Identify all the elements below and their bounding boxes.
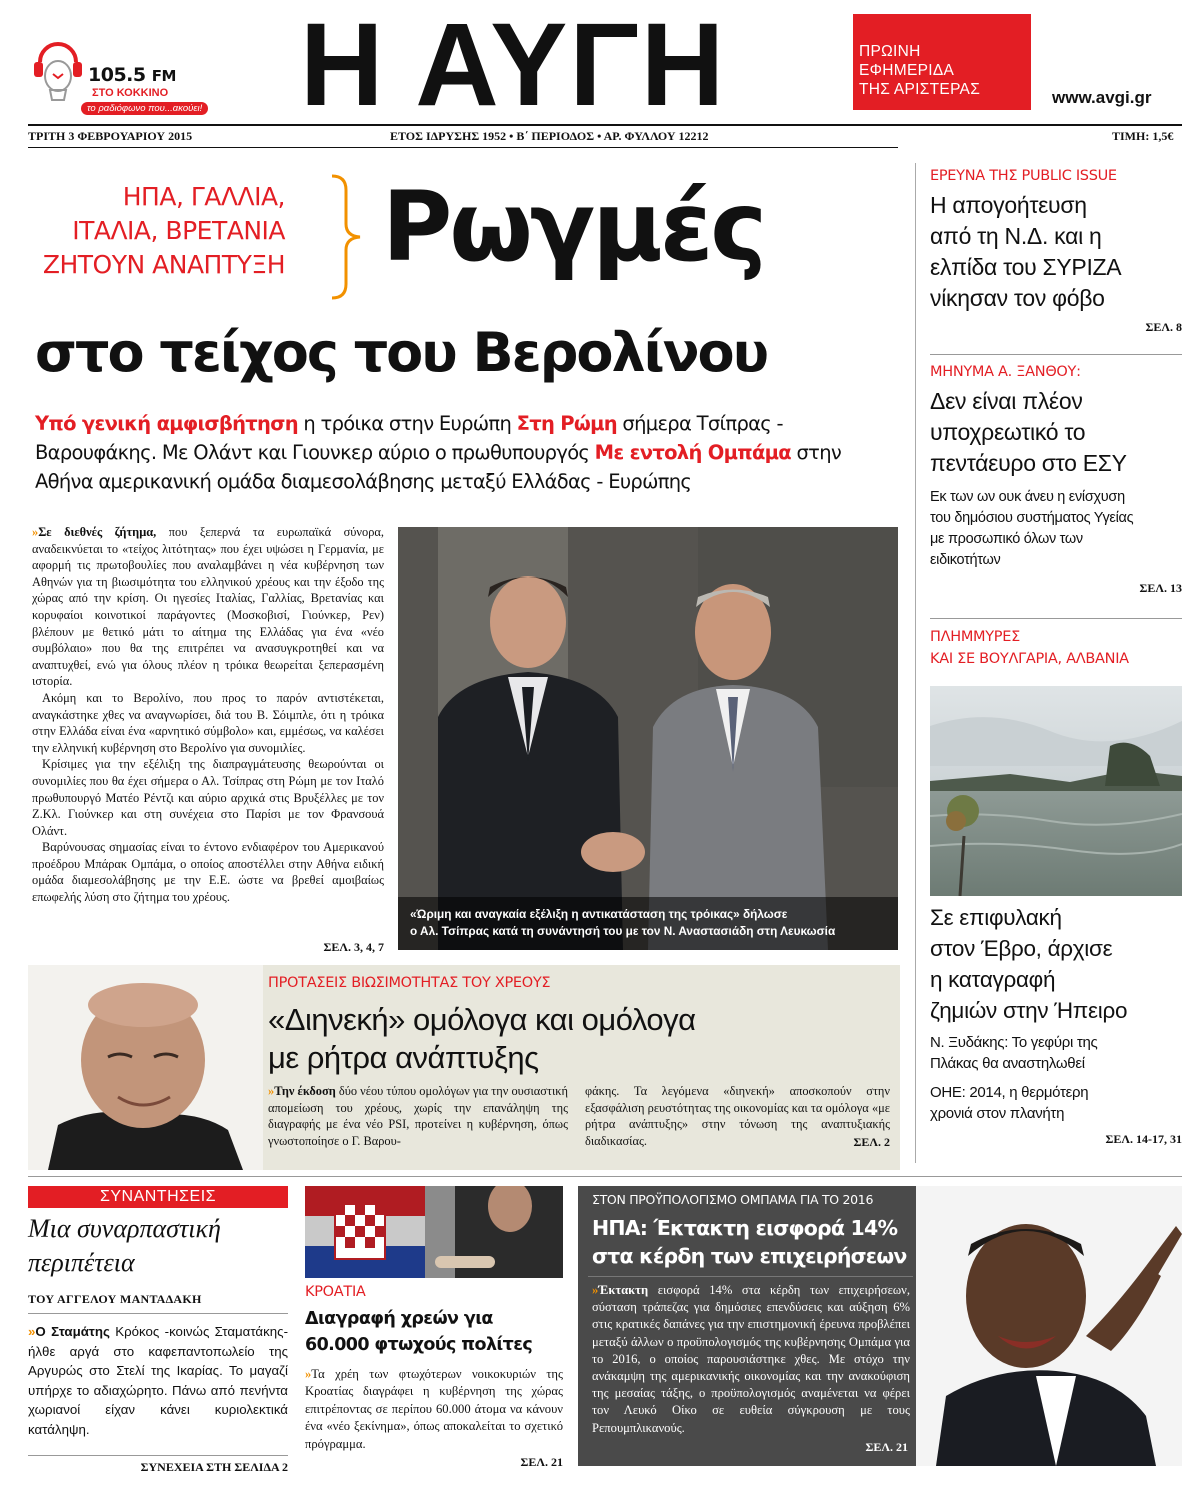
debt-body-col1 [268,1083,568,1149]
sidebar-headline [930,902,1182,1026]
deck-red: Υπό γενική αμφισβήτηση [35,412,298,435]
lead-deck [35,409,895,496]
lead-body-paragraph: που ξεπερνά τα ευρωπαϊκά σύνορα, αναδεικνύεται το «τείχος λιτότητας» που έχει υψώσει η Γερμανία, με αφορμή τις πρωτοβουλίες που αναλαμβάνει η νέα κυβέρνηση των Αθηνών για τη βιωσιμότητα του ελληνικού χρέους και την έξοδο της χώρας από την κρίση. Οι ηγεσίες Ιταλίας, Γαλλίας, Βρετανίας και κορυφαίοι κοινοτικοί παράγοντες (Μοσκοβισί, Γιούνκερ, Ρεν) βλέπουν με θετικό μάτι το αίτημα της Ελλάδας για ένα «νέο συμβόλαιο» που θα της επιτρέπει να ανασυγκροτηθεί και να αναπτυχθεί, ενώ για όλους πλέον η τρόικα θεωρείται ξεπερασμένη ιστορία. [32,525,385,689]
sidebar-story-floods[interactable] [930,626,1182,670]
headline-line: με ρήτρα ανάπτυξης [268,1040,539,1075]
radio-fm: FM [151,67,176,85]
tagline-line: ΠΡΩΙΝΗ [859,43,921,60]
issue-date: ΤΡΙΤΗ 3 ΦΕΒΡΟΥΑΡΙΟΥ 2015 [28,129,193,143]
meetings-continue[interactable]: ΣΥΝΕΧΕΙΑ ΣΤΗ ΣΕΛΙΔΑ 2 [140,1460,288,1474]
debt-lead: Την έκδοση [274,1084,336,1098]
meetings-headline [28,1212,288,1280]
obama-photo [916,1186,1182,1466]
sidebar-kicker [930,626,1182,670]
summary-line: ειδικοτήτων [930,552,1001,568]
lead-body [32,524,384,906]
headline-line: στον Έβρο, άρχισε [930,936,1113,961]
usa-text: εισφορά 14% στα κέρδη των επιχειρήσεων, σύσταση τράπεζας για δημόσιες επενδύσεις και αύξηση 6% στις κρατικές δαπάνες για την επιστημονική έρευνα προβλέπει μεταξύ άλλων ο προϋπολογισμός της κυβέρνησης Ομπάμα για το 2016, ο οποίος παρουσιάστηκε χθες. Με στόχο την ανάκαμψη της αμερικανικής οικονομίας και την ανακούφιση της μεσαίας τάξης, ο προϋπολογισμός αναμένεται να φέρει τον Λευκό Οίκο σε ευθεία σύγκρουση με τους Ρεπουμπλικανούς. [592,1283,910,1435]
lead-kicker-line: ΖΗΤΟΥΝ ΑΝΑΠΤΥΞΗ [42,250,285,279]
deck-text: σήμερα Τσίπρας - Βαρουφάκης. Με Ολάντ και Γιουνκερ αύριο ο πρωθυπουργός [35,412,783,464]
headline-line: νίκησαν τον φόβο [930,285,1105,311]
lead-body-lead: Σε διεθνές ζήτημα, [38,525,157,539]
croatia-kicker: ΚΡΟΑΤΙΑ [305,1284,366,1300]
kicker-line: ΠΛΗΜΜΥΡΕΣ [930,629,1020,645]
masthead-rule-bottom [28,147,898,148]
usa-page-ref: ΣΕΛ. 21 [865,1440,908,1454]
flood-photo [930,686,1182,896]
portrait-illustration [916,1186,1182,1466]
sidebar-headline [930,386,1182,479]
caption-line: «Ώριμη και αναγκαία εξέλιξη η αντικατάσταση της τρόικας» δήλωσε [410,907,788,921]
caption-line: ο Αλ. Τσίπρας κατά τη συνάντησή του με τον Ν. Αναστασιάδη στη Λευκωσία [410,924,836,938]
deck-red: Με εντολή Ομπάμα [594,441,792,464]
chevron-double-icon: » [28,1324,36,1339]
meetings-body [28,1322,288,1439]
radio-slogan: το ραδιόφωνο που...ακούει! [81,102,208,115]
headline-line: «Διηνεκή» ομόλογα και ομόλογα [268,1002,696,1037]
radio-frequency: 105.5 [88,64,146,86]
croatia-headline [305,1306,563,1358]
chevron-double-icon: » [268,1084,275,1098]
bottom-rule [28,1176,1182,1177]
meetings-text: Κρόκος -κοινώς Σταματάκης- ήλθε αργά στο καφεπαντοπωλείο της Αργυρώς στο Στελί της Ικαρίας. Το μαγαζί υπήρχε το αδιαχώρητο. Πάνω από πενήντα χωριανοί είχαν κάνει κυριολεκτικά κατάληψη. [28,1324,288,1437]
radio-bulb-icon [28,40,88,120]
lead-body-paragraph: Βαρύνουσας σημασίας είναι το έντονο ενδιαφέρον του Αμερικανού προέδρου Μπάρακ Ομπάμα, ο οποίος αποστέλλει στην Αθήνα ειδική ομάδα διαμεσολάβησης με την Ε.Ε. ώστε να βρεθεί αμοιβαίως επωφελής λύση στο ζήτημα του χρέους. [32,840,384,905]
tagline-line: ΤΗΣ ΑΡΙΣΤΕΡΑΣ [859,81,981,98]
lead-photo-caption [410,906,835,940]
summary-line: χρονιά στον πλανήτη [930,1105,1065,1122]
usa-kicker: ΣΤΟΝ ΠΡΟΫΠΟΛΟΓΙΣΜΟ ΟΜΠΑΜΑ ΓΙΑ ΤΟ 2016 [592,1192,874,1207]
headline-line: Σε επιφυλακή [930,905,1062,930]
sidebar-page-ref: ΣΕΛ. 13 [1139,581,1182,595]
summary-line: του δημόσιου συστήματος Υγείας [930,510,1134,526]
sidebar-rule [930,618,1182,619]
headline-line: ΗΠΑ: Έκτακτη εισφορά 14% [592,1216,898,1240]
debt-page-ref: ΣΕΛ. 2 [853,1135,890,1149]
meetings-rule [28,1455,288,1456]
headline-line: Μια συναρπαστική [28,1214,221,1243]
summary-line: με προσωπικό όλων των [930,531,1083,547]
usa-headline [592,1214,907,1270]
masthead-rule [28,124,1182,126]
lead-page-ref: ΣΕΛ. 3, 4, 7 [323,940,384,954]
usa-story[interactable] [578,1186,1182,1466]
radio-name: ΣΤΟ ΚΟΚΚΙΝΟ [92,87,169,99]
sidebar-summary [930,487,1182,571]
chevron-double-icon: » [305,1367,312,1381]
tagline-line: ΕΦΗΜΕΡΙΔΑ [859,62,955,79]
sidebar-story-health[interactable] [930,364,1182,596]
chevron-double-icon: » [32,525,39,539]
debt-text: φάκης. Τα λεγόμενα «διηνεκή» αποσκοπούν στην εξασφάλιση ρευστότητας της οικονομίας και τα ομόλογα «με ρήτρα ανάπτυξης» στην τόνωση της αναπτυξιακής διαδικασίας. [585,1084,890,1148]
debt-headline [268,1001,696,1077]
lead-brace [326,172,366,302]
debt-story[interactable] [28,965,900,1170]
meetings-lead: Ο Σταμάτης [35,1324,110,1339]
lead-photo [398,527,898,950]
sidebar-story-floods-body[interactable] [930,902,1182,1147]
masthead-title: Η ΑΥΓΗ [300,0,727,131]
issue-price: ΤΙΜΗ: 1,5€ [1112,129,1174,143]
sidebar-kicker: ΕΡΕΥΝΑ ΤΗΣ PUBLIC ISSUE [930,168,1117,184]
headline-line: υποχρεωτικό το [930,419,1086,445]
sidebar-headline [930,190,1182,314]
sidebar-kicker: ΜΗΝΥΜΑ Α. ΞΑΝΘΟΥ: [930,364,1081,380]
headline-line: περιπέτεια [28,1248,135,1277]
lead-kicker-line: ΙΤΑΛΙΑ, ΒΡΕΤΑΝΙΑ [72,216,285,245]
croatia-body [305,1366,563,1453]
summary-line: Πλάκας θα αναστηλωθεί [930,1055,1085,1072]
deck-text: η τρόικα στην Ευρώπη [297,412,517,435]
portrait-illustration [28,965,263,1170]
lead-headline-sub: στο τείχος του Βερολίνου [35,321,768,384]
varoufakis-photo [28,965,263,1170]
usa-body-rule [588,1276,913,1277]
summary-line: ΟΗΕ: 2014, η θερμότερη [930,1084,1089,1101]
lead-kicker-line: ΗΠΑ, ΓΑΛΛΙΑ, [122,182,285,211]
headline-line: από τη Ν.Δ. και η [930,223,1102,249]
headline-line: ελπίδα του ΣΥΡΙΖΑ [930,254,1122,280]
sidebar-page-ref: ΣΕΛ. 8 [1145,320,1182,334]
handshake-photo-illustration [398,527,898,950]
radio-logo [28,40,243,120]
sidebar-rule [930,354,1182,355]
headline-line: ζημιών στην Ήπειρο [930,998,1128,1023]
meetings-byline: ΤΟΥ ΑΓΓΕΛΟΥ ΜΑΝΤΑΔΑΚΗ [28,1292,202,1306]
meetings-story[interactable] [28,1186,288,1475]
meetings-kicker: ΣΥΝΑΝΤΗΣΕΙΣ [28,1186,288,1208]
masthead-tagline [853,14,1031,110]
headline-line: Η απογοήτευση [930,192,1087,218]
headline-line: 60.000 φτωχούς πολίτες [305,1335,533,1355]
summary-line: Ν. Ξυδάκης: Το γεφύρι της [930,1034,1098,1051]
meetings-rule [28,1313,288,1314]
issue-edition: ΕΤΟΣ ΙΔΡΥΣΗΣ 1952 • Β΄ ΠΕΡΙΟΔΟΣ • ΑΡ. ΦΥΛΛΟΥ 12212 [390,129,709,143]
kicker-line: ΚΑΙ ΣΕ ΒΟΥΛΓΑΡΙΑ, ΑΛΒΑΝΙΑ [930,651,1129,667]
summary-line: Εκ των ων ουκ άνευ η ενίσχυση [930,489,1125,505]
debt-text: δύο νέου τύπου ομολόγων για την ουσιαστική απομείωση του χρέους, χωρίς την επανάληψη της διαγραφής με ένα νέο PSI, προτείνει η κυβέρνηση, όπως γνωστοποίησε ο Γ. Βαρου- [268,1084,568,1148]
headline-line: Δεν είναι πλέον [930,388,1083,414]
croatia-flag-illustration [305,1186,563,1278]
headline-line: η καταγραφή [930,967,1056,992]
headline-line: στα κέρδη των επιχειρήσεων [592,1244,907,1268]
headline-line: Διαγραφή χρεών για [305,1309,493,1329]
croatia-photo [305,1186,563,1278]
croatia-page-ref: ΣΕΛ. 21 [520,1455,563,1470]
headline-line: πεντάευρο στο ΕΣΥ [930,450,1127,476]
croatia-text: Τα χρέη των φτωχότερων νοικοκυριών της Κροατίας διαγράφει η κυβέρνηση της χώρας επιτρέποντας σε περίπου 60.000 άτομα να κάνουν ένα «νέο ξεκίνημα», όπως αποκαλείται το σχετικό πρόγραμμα. [305,1367,563,1451]
lead-body-paragraph: Ακόμη και το Βερολίνο, που προς το παρόν αντιστέκεται, αναγκάστηκε χθες να αναγνωρίσει, διά του Β. Σόιμπλε, ότι η τρόικα στην Ελλάδα είναι ένα «αρνητικό σύμβολο» και, εμμέσως, να καλέσει την ελληνική κυβέρνηση στο Βερολίνο για συνομιλίες. [32,690,384,755]
debt-kicker: ΠΡΟΤΑΣΕΙΣ ΒΙΩΣΙΜΟΤΗΤΑΣ ΤΟΥ ΧΡΕΟΥΣ [268,975,551,991]
croatia-story[interactable] [305,1284,563,1470]
sidebar-story-poll[interactable] [930,168,1182,335]
usa-body [592,1282,910,1437]
usa-lead: Έκτακτη [598,1283,649,1297]
chevron-double-icon: » [592,1283,599,1297]
lead-body-paragraph: Κρίσιμες για την εξέλιξη της διαπραγμάτευσης θεωρούνται οι συνομιλίες που θα έχει σήμερα ο Αλ. Τσίπρας στη Ρώμη με τον Ιταλό πρωθυπουργό Ματέο Ρέντζι και αύριο αρχικά στις Βρυξέλλες με τον Ζ.Κλ. Γιούνκερ και στη συνέχεια στο Παρίσι με τον Φρανσουά Ολάντ. [32,757,384,838]
deck-text: στην Αθήνα αμερικανική ομάδα διαμεσολάβησης μεταξύ Ελλάδας - Ευρώπης [35,441,842,493]
lead-headline-main: Ρωγμές [382,171,765,283]
deck-red: Στη Ρώμη [516,412,617,435]
lead-kicker [40,180,285,282]
flood-landscape-illustration [930,686,1182,896]
website[interactable]: www.avgi.gr [1052,88,1152,107]
sidebar-page-ref: ΣΕΛ. 14-17, 31 [1105,1132,1182,1146]
sidebar-summary [930,1032,1182,1124]
sidebar-divider [915,163,916,1163]
